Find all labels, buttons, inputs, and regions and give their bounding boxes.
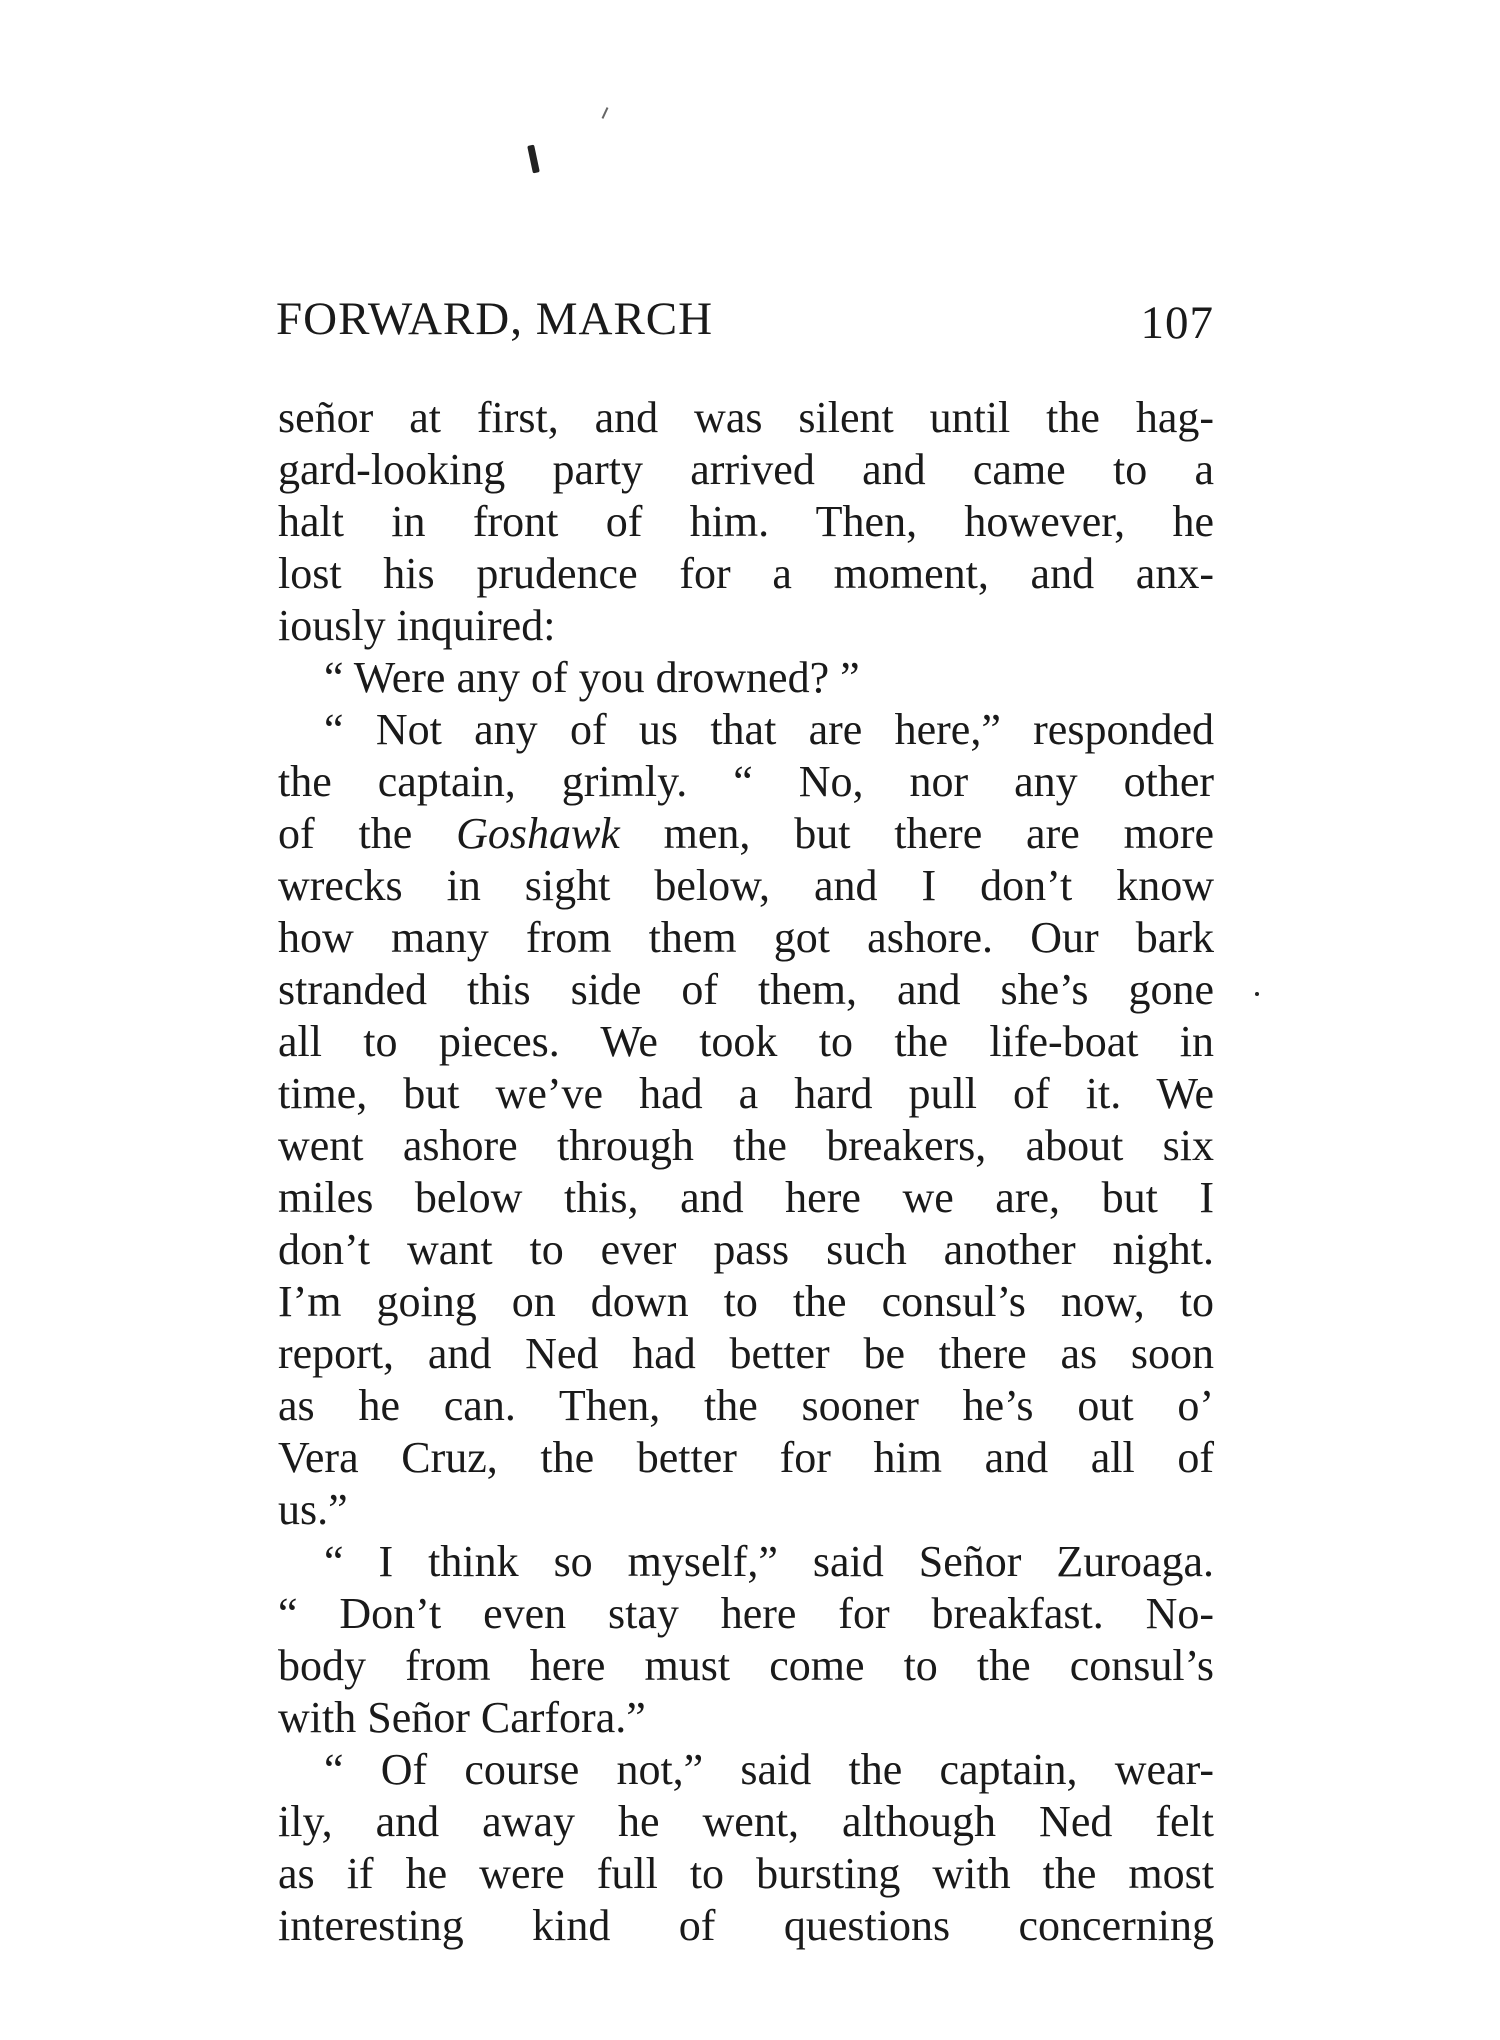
text-line: time, but we’ve had a hard pull of it. We bbox=[278, 1069, 1214, 1118]
text-line: ily, and away he went, although Ned felt bbox=[278, 1797, 1214, 1846]
text-line: the captain, grimly. “ No, nor any other bbox=[278, 757, 1214, 806]
page-header bbox=[276, 292, 1214, 352]
running-title: FORWARD, MARCH bbox=[276, 293, 714, 345]
text-line: all to pieces. We took to the life-boat in bbox=[278, 1017, 1214, 1066]
text-line: “ Of course not,” said the captain, wear- bbox=[324, 1745, 1214, 1794]
ink-mark bbox=[527, 145, 540, 174]
text-line: don’t want to ever pass such another night. bbox=[278, 1225, 1214, 1274]
text-line: wrecks in sight below, and I don’t know bbox=[278, 861, 1214, 910]
ink-dot bbox=[1255, 992, 1259, 996]
text-line: halt in front of him. Then, however, he bbox=[278, 497, 1214, 546]
text-segment: of the bbox=[278, 809, 457, 858]
text-line: how many from them got ashore. Our bark bbox=[278, 913, 1214, 962]
text-segment: men, but there are more bbox=[619, 809, 1215, 858]
text-line: interesting kind of questions concerning bbox=[278, 1901, 1214, 1950]
text-line: stranded this side of them, and she’s gone bbox=[278, 965, 1214, 1014]
text-line: “ Not any of us that are here,” responded bbox=[324, 705, 1214, 754]
text-line: Vera Cruz, the better for him and all of bbox=[278, 1433, 1214, 1482]
text-line: with Señor Carfora.” bbox=[278, 1693, 646, 1742]
ink-speck bbox=[602, 107, 609, 119]
text-line bbox=[278, 808, 1214, 860]
text-line: as he can. Then, the sooner he’s out o’ bbox=[278, 1381, 1214, 1430]
text-line: iously inquired: bbox=[278, 601, 556, 650]
text-line: lost his prudence for a moment, and anx- bbox=[278, 549, 1214, 598]
text-line: señor at first, and was silent until the hag- bbox=[278, 393, 1214, 442]
text-line: as if he were full to bursting with the most bbox=[278, 1849, 1214, 1898]
text-line: “ Were any of you drowned? ” bbox=[324, 653, 860, 702]
text-line: gard-looking party arrived and came to a bbox=[278, 445, 1214, 494]
text-line: us.” bbox=[278, 1485, 348, 1534]
body-text bbox=[278, 392, 1214, 1952]
text-line: body from here must come to the consul’s bbox=[278, 1641, 1214, 1690]
ship-name: Goshawk bbox=[456, 809, 620, 858]
text-line: I’m going on down to the consul’s now, to bbox=[278, 1277, 1214, 1326]
page-number: 107 bbox=[1140, 297, 1214, 349]
text-line: went ashore through the breakers, about six bbox=[278, 1121, 1214, 1170]
text-line: “ I think so myself,” said Señor Zuroaga. bbox=[324, 1537, 1214, 1586]
text-line: report, and Ned had better be there as soon bbox=[278, 1329, 1214, 1378]
text-line: “ Don’t even stay here for breakfast. No- bbox=[278, 1589, 1214, 1638]
text-line: miles below this, and here we are, but I bbox=[278, 1173, 1214, 1222]
